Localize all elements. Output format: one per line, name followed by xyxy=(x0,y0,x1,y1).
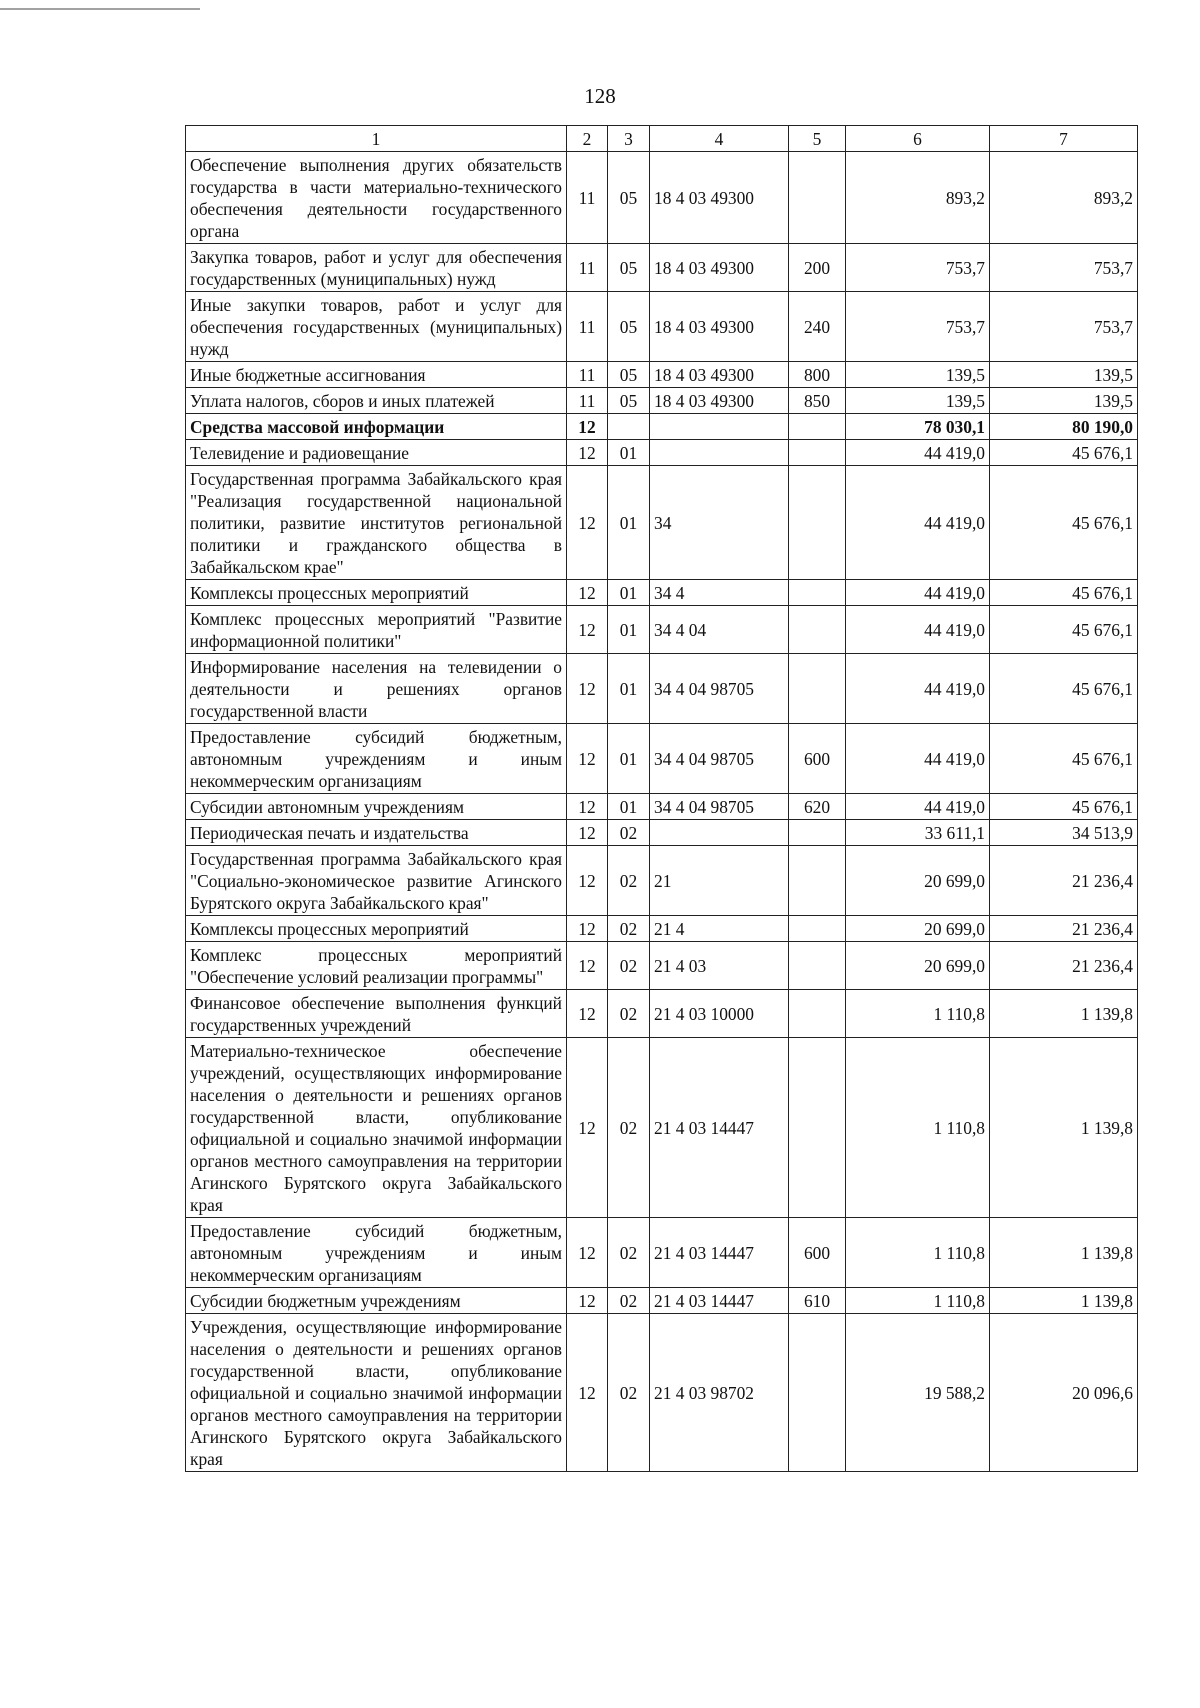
line-item-name: Телевидение и радиовещание xyxy=(186,440,567,466)
expense-type-code xyxy=(789,820,846,846)
table-row xyxy=(186,606,1138,654)
target-article-code: 34 4 04 xyxy=(650,606,789,654)
table-row xyxy=(186,440,1138,466)
expense-type-code: 620 xyxy=(789,794,846,820)
section-code: 12 xyxy=(567,794,608,820)
subsection-code: 02 xyxy=(608,820,650,846)
subsection-code: 02 xyxy=(608,1218,650,1288)
table-row xyxy=(186,990,1138,1038)
table-row xyxy=(186,654,1138,724)
line-item-name: Закупка товаров, работ и услуг для обеспечения государственных (муниципальных) нужд xyxy=(186,244,567,292)
target-article-code xyxy=(650,820,789,846)
subsection-code: 02 xyxy=(608,1288,650,1314)
subsection-code: 01 xyxy=(608,466,650,580)
line-item-name: Предоставление субсидий бюджетным, автономным учреждениям и иным некоммерческим организациям xyxy=(186,1218,567,1288)
subsection-code: 05 xyxy=(608,152,650,244)
amount-year-1: 20 699,0 xyxy=(846,846,990,916)
expense-type-code xyxy=(789,846,846,916)
line-item-name: Комплекс процессных мероприятий "Обеспечение условий реализации программы" xyxy=(186,942,567,990)
expense-type-code xyxy=(789,440,846,466)
line-item-name: Субсидии бюджетным учреждениям xyxy=(186,1288,567,1314)
amount-year-1: 1 110,8 xyxy=(846,1218,990,1288)
subsection-code xyxy=(608,414,650,440)
target-article-code xyxy=(650,414,789,440)
amount-year-2: 45 676,1 xyxy=(990,654,1138,724)
subsection-code: 02 xyxy=(608,1314,650,1472)
table-row xyxy=(186,466,1138,580)
line-item-name: Субсидии автономным учреждениям xyxy=(186,794,567,820)
section-code: 11 xyxy=(567,152,608,244)
expense-type-code xyxy=(789,990,846,1038)
column-header: 2 xyxy=(567,126,608,152)
target-article-code: 21 4 03 98702 xyxy=(650,1314,789,1472)
column-header: 7 xyxy=(990,126,1138,152)
target-article-code xyxy=(650,440,789,466)
target-article-code: 34 4 04 98705 xyxy=(650,724,789,794)
amount-year-2: 21 236,4 xyxy=(990,846,1138,916)
amount-year-1: 44 419,0 xyxy=(846,654,990,724)
subsection-code: 05 xyxy=(608,292,650,362)
section-code: 12 xyxy=(567,1218,608,1288)
section-code: 12 xyxy=(567,916,608,942)
section-code: 12 xyxy=(567,1288,608,1314)
amount-year-2: 45 676,1 xyxy=(990,794,1138,820)
amount-year-2: 80 190,0 xyxy=(990,414,1138,440)
line-item-name: Информирование населения на телевидении о деятельности и решениях органов государственной власти xyxy=(186,654,567,724)
column-header: 3 xyxy=(608,126,650,152)
subsection-code: 05 xyxy=(608,388,650,414)
amount-year-2: 21 236,4 xyxy=(990,916,1138,942)
amount-year-2: 45 676,1 xyxy=(990,724,1138,794)
line-item-name: Предоставление субсидий бюджетным, автономным учреждениям и иным некоммерческим организациям xyxy=(186,724,567,794)
target-article-code: 34 4 04 98705 xyxy=(650,654,789,724)
table-row xyxy=(186,1038,1138,1218)
expense-type-code: 800 xyxy=(789,362,846,388)
amount-year-2: 45 676,1 xyxy=(990,580,1138,606)
expense-type-code xyxy=(789,942,846,990)
subsection-code: 05 xyxy=(608,244,650,292)
amount-year-1: 44 419,0 xyxy=(846,466,990,580)
line-item-name: Комплексы процессных мероприятий xyxy=(186,916,567,942)
amount-year-1: 78 030,1 xyxy=(846,414,990,440)
amount-year-2: 1 139,8 xyxy=(990,1288,1138,1314)
amount-year-1: 44 419,0 xyxy=(846,580,990,606)
amount-year-2: 45 676,1 xyxy=(990,440,1138,466)
target-article-code: 21 4 03 10000 xyxy=(650,990,789,1038)
amount-year-1: 19 588,2 xyxy=(846,1314,990,1472)
expense-type-code: 240 xyxy=(789,292,846,362)
budget-table xyxy=(185,125,1138,1472)
table-row xyxy=(186,1314,1138,1472)
target-article-code: 21 xyxy=(650,846,789,916)
column-header: 5 xyxy=(789,126,846,152)
amount-year-2: 45 676,1 xyxy=(990,606,1138,654)
amount-year-1: 33 611,1 xyxy=(846,820,990,846)
subsection-code: 05 xyxy=(608,362,650,388)
section-code: 12 xyxy=(567,654,608,724)
amount-year-1: 1 110,8 xyxy=(846,1038,990,1218)
table-row xyxy=(186,580,1138,606)
target-article-code: 21 4 xyxy=(650,916,789,942)
expense-type-code xyxy=(789,606,846,654)
line-item-name: Уплата налогов, сборов и иных платежей xyxy=(186,388,567,414)
section-code: 11 xyxy=(567,362,608,388)
amount-year-2: 139,5 xyxy=(990,388,1138,414)
column-header: 6 xyxy=(846,126,990,152)
section-code: 12 xyxy=(567,466,608,580)
target-article-code: 21 4 03 14447 xyxy=(650,1218,789,1288)
amount-year-1: 753,7 xyxy=(846,292,990,362)
target-article-code: 18 4 03 49300 xyxy=(650,388,789,414)
target-article-code: 34 4 04 98705 xyxy=(650,794,789,820)
table-row xyxy=(186,1288,1138,1314)
amount-year-1: 20 699,0 xyxy=(846,916,990,942)
column-header: 4 xyxy=(650,126,789,152)
table-row xyxy=(186,414,1138,440)
section-code: 12 xyxy=(567,580,608,606)
amount-year-1: 44 419,0 xyxy=(846,794,990,820)
table-row xyxy=(186,820,1138,846)
expense-type-code xyxy=(789,654,846,724)
subsection-code: 02 xyxy=(608,942,650,990)
table-row xyxy=(186,942,1138,990)
table-row xyxy=(186,388,1138,414)
amount-year-2: 1 139,8 xyxy=(990,1038,1138,1218)
section-code: 12 xyxy=(567,1038,608,1218)
expense-type-code xyxy=(789,1314,846,1472)
target-article-code: 18 4 03 49300 xyxy=(650,362,789,388)
subsection-code: 02 xyxy=(608,1038,650,1218)
line-item-name: Средства массовой информации xyxy=(186,414,567,440)
expense-type-code xyxy=(789,466,846,580)
amount-year-1: 893,2 xyxy=(846,152,990,244)
target-article-code: 18 4 03 49300 xyxy=(650,244,789,292)
amount-year-2: 1 139,8 xyxy=(990,1218,1138,1288)
section-code: 11 xyxy=(567,292,608,362)
section-code: 12 xyxy=(567,414,608,440)
expense-type-code xyxy=(789,1038,846,1218)
section-code: 12 xyxy=(567,724,608,794)
table-row xyxy=(186,152,1138,244)
expense-type-code xyxy=(789,916,846,942)
line-item-name: Периодическая печать и издательства xyxy=(186,820,567,846)
subsection-code: 01 xyxy=(608,606,650,654)
scan-top-edge xyxy=(0,8,1200,10)
amount-year-1: 139,5 xyxy=(846,362,990,388)
subsection-code: 02 xyxy=(608,846,650,916)
section-code: 12 xyxy=(567,1314,608,1472)
target-article-code: 21 4 03 xyxy=(650,942,789,990)
subsection-code: 02 xyxy=(608,990,650,1038)
column-number-row xyxy=(186,126,1138,152)
expense-type-code: 850 xyxy=(789,388,846,414)
table-row xyxy=(186,244,1138,292)
amount-year-2: 20 096,6 xyxy=(990,1314,1138,1472)
expense-type-code xyxy=(789,414,846,440)
table-row xyxy=(186,916,1138,942)
section-code: 12 xyxy=(567,990,608,1038)
section-code: 11 xyxy=(567,244,608,292)
expense-type-code: 200 xyxy=(789,244,846,292)
line-item-name: Государственная программа Забайкальского края "Реализация государственной национальной политики, развитие институтов региональной политики и гражданского общества в Забайкальском крае" xyxy=(186,466,567,580)
subsection-code: 01 xyxy=(608,724,650,794)
target-article-code: 34 4 xyxy=(650,580,789,606)
section-code: 12 xyxy=(567,440,608,466)
amount-year-1: 139,5 xyxy=(846,388,990,414)
line-item-name: Комплексы процессных мероприятий xyxy=(186,580,567,606)
expense-type-code: 610 xyxy=(789,1288,846,1314)
section-code: 12 xyxy=(567,606,608,654)
amount-year-2: 34 513,9 xyxy=(990,820,1138,846)
line-item-name: Обеспечение выполнения других обязательств государства в части материально-технического обеспечения деятельности государственного органа xyxy=(186,152,567,244)
section-code: 11 xyxy=(567,388,608,414)
expense-type-code xyxy=(789,580,846,606)
amount-year-2: 893,2 xyxy=(990,152,1138,244)
amount-year-2: 45 676,1 xyxy=(990,466,1138,580)
amount-year-1: 44 419,0 xyxy=(846,440,990,466)
expense-type-code xyxy=(789,152,846,244)
subsection-code: 02 xyxy=(608,916,650,942)
line-item-name: Иные закупки товаров, работ и услуг для обеспечения государственных (муниципальных) нужд xyxy=(186,292,567,362)
expense-type-code: 600 xyxy=(789,1218,846,1288)
line-item-name: Учреждения, осуществляющие информирование населения о деятельности и решениях органов государственной власти, опубликование официальной и социально значимой информации органов местного самоуправления на территории Агинского Бурятского округа Забайкальского края xyxy=(186,1314,567,1472)
table-row xyxy=(186,794,1138,820)
target-article-code: 18 4 03 49300 xyxy=(650,152,789,244)
target-article-code: 34 xyxy=(650,466,789,580)
line-item-name: Государственная программа Забайкальского края "Социально-экономическое развитие Агинского Бурятского округа Забайкальского края" xyxy=(186,846,567,916)
amount-year-2: 1 139,8 xyxy=(990,990,1138,1038)
amount-year-1: 20 699,0 xyxy=(846,942,990,990)
section-code: 12 xyxy=(567,846,608,916)
amount-year-2: 139,5 xyxy=(990,362,1138,388)
amount-year-1: 753,7 xyxy=(846,244,990,292)
subsection-code: 01 xyxy=(608,794,650,820)
page-number: 128 xyxy=(584,84,616,108)
line-item-name: Комплекс процессных мероприятий "Развитие информационной политики" xyxy=(186,606,567,654)
subsection-code: 01 xyxy=(608,580,650,606)
section-code: 12 xyxy=(567,820,608,846)
table-row xyxy=(186,1218,1138,1288)
section-code: 12 xyxy=(567,942,608,990)
target-article-code: 21 4 03 14447 xyxy=(650,1288,789,1314)
amount-year-2: 753,7 xyxy=(990,292,1138,362)
subsection-code: 01 xyxy=(608,440,650,466)
line-item-name: Финансовое обеспечение выполнения функций государственных учреждений xyxy=(186,990,567,1038)
amount-year-1: 44 419,0 xyxy=(846,724,990,794)
target-article-code: 21 4 03 14447 xyxy=(650,1038,789,1218)
line-item-name: Материально-техническое обеспечение учреждений, осуществляющих информирование населения о деятельности и решениях органов государственной власти, опубликование официальной и социально значимой информации органов местного самоуправления на территории Агинского Бурятского округа Забайкальского края xyxy=(186,1038,567,1218)
target-article-code: 18 4 03 49300 xyxy=(650,292,789,362)
table-row xyxy=(186,292,1138,362)
expense-type-code: 600 xyxy=(789,724,846,794)
amount-year-2: 753,7 xyxy=(990,244,1138,292)
table-row xyxy=(186,724,1138,794)
amount-year-2: 21 236,4 xyxy=(990,942,1138,990)
amount-year-1: 44 419,0 xyxy=(846,606,990,654)
column-header: 1 xyxy=(186,126,567,152)
amount-year-1: 1 110,8 xyxy=(846,1288,990,1314)
line-item-name: Иные бюджетные ассигнования xyxy=(186,362,567,388)
amount-year-1: 1 110,8 xyxy=(846,990,990,1038)
table-row xyxy=(186,846,1138,916)
table-row xyxy=(186,362,1138,388)
subsection-code: 01 xyxy=(608,654,650,724)
